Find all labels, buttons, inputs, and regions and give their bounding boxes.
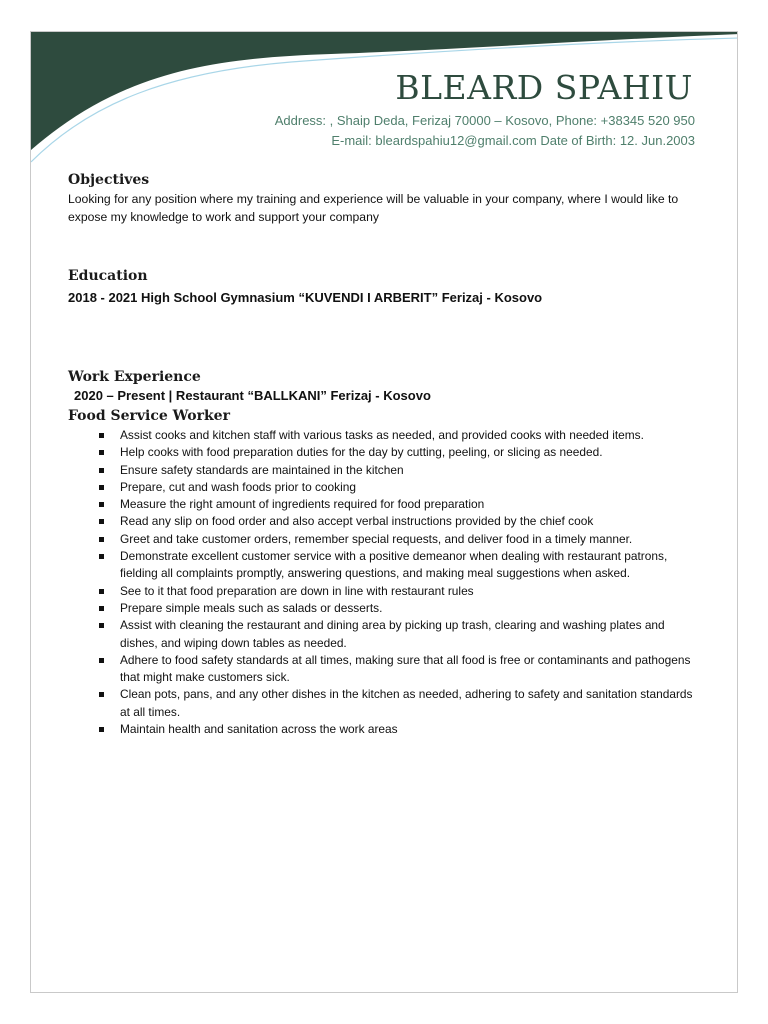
list-item: Adhere to food safety standards at all times, making sure that all food is free or contaminants and pathogens that might make customers sick. [99,652,699,687]
duties-list [99,427,699,738]
work-entry: 2020 – Present | Restaurant “BALLKANI” Ferizaj - Kosovo [74,388,431,403]
bullet-icon [99,468,104,473]
bullet-icon [99,727,104,732]
list-item: Measure the right amount of ingredients required for food preparation [99,496,699,513]
list-item: Help cooks with food preparation duties for the day by cutting, peeling, or slicing as needed. [99,444,699,461]
bullet-icon [99,623,104,628]
bullet-icon [99,554,104,559]
list-item: Prepare simple meals such as salads or desserts. [99,600,699,617]
bullet-icon [99,537,104,542]
list-item: Maintain health and sanitation across the work areas [99,721,699,738]
bullet-icon [99,519,104,524]
bullet-icon [99,433,104,438]
education-entry: 2018 - 2021 High School Gymnasium “KUVENDI I ARBERIT” Ferizaj - Kosovo [68,290,543,305]
candidate-name: BLEARD SPAHIU [395,68,693,107]
list-item: Demonstrate excellent customer service with a positive demeanor when dealing with restaurant patrons, fielding all complaints promptly, answering questions, and making meal suggestions when asked. [99,548,699,583]
bullet-icon [99,485,104,490]
objectives-heading: Objectives [68,172,150,188]
job-title: Food Service Worker [68,408,230,424]
education-heading: Education [68,268,148,284]
list-item: See to it that food preparation are down in line with restaurant rules [99,583,699,600]
list-item: Read any slip on food order and also accept verbal instructions provided by the chief cook [99,513,699,530]
bullet-icon [99,658,104,663]
list-item: Ensure safety standards are maintained in the kitchen [99,462,699,479]
list-item: Assist with cleaning the restaurant and dining area by picking up trash, clearing and washing plates and dishes, and wiping down tables as needed. [99,617,699,652]
resume-page [30,31,738,993]
bullet-icon [99,692,104,697]
bullet-icon [99,606,104,611]
list-item: Assist cooks and kitchen staff with various tasks as needed, and provided cooks with needed items. [99,427,699,444]
bullet-icon [99,502,104,507]
list-item: Prepare, cut and wash foods prior to cooking [99,479,699,496]
objectives-text: Looking for any position where my training and experience will be valuable in your company, where I would like to expose my knowledge to work and support your company [68,192,679,224]
bullet-icon [99,589,104,594]
bullet-icon [99,450,104,455]
contact-email-dob: E-mail: bleardspahiu12@gmail.com Date of Birth: 12. Jun.2003 [331,133,695,148]
list-item: Clean pots, pans, and any other dishes in the kitchen as needed, adhering to safety and sanitation standards at all times. [99,686,699,721]
contact-address-phone: Address: , Shaip Deda, Ferizaj 70000 – Kosovo, Phone: +38345 520 950 [274,113,695,128]
list-item: Greet and take customer orders, remember special requests, and deliver food in a timely manner. [99,531,699,548]
work-experience-heading: Work Experience [68,369,201,385]
